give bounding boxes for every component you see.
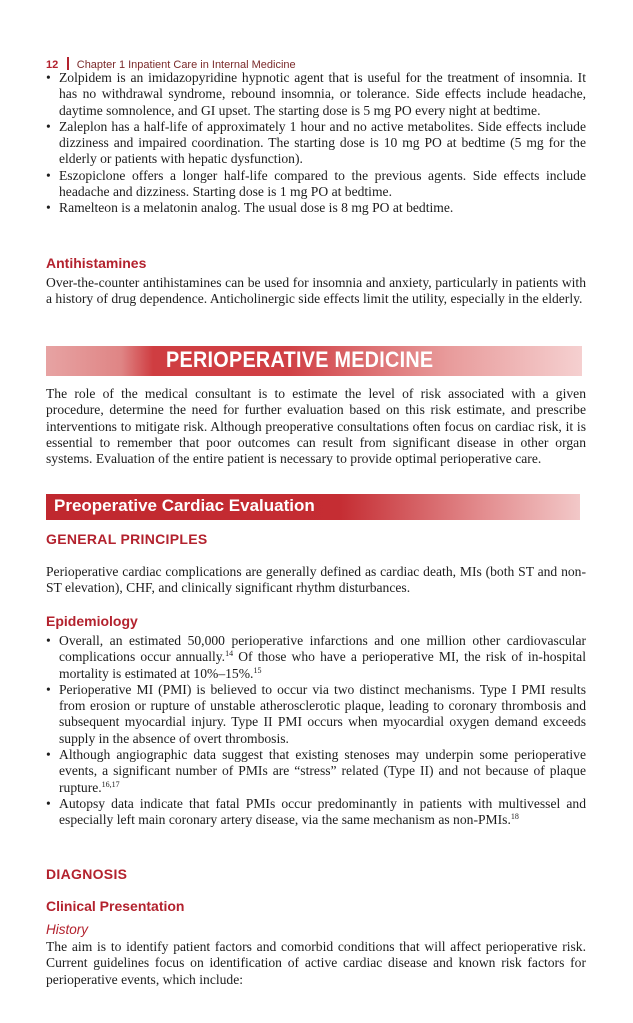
paragraph: Over-the-counter antihistamines can be used for insomnia and anxiety, particularly in patients with a history of drug dependence. Anticholinergic side effects limit the utility, especially in the elderly. bbox=[46, 275, 586, 307]
epidemiology-list bbox=[46, 633, 586, 829]
header-divider bbox=[67, 57, 69, 70]
list-item: • Although angiographic data suggest that existing stenoses may underpin some perioperative events, a significant number of PMIs are “stress” related (Type II) and not because of plaque rupture.$^{16,17}$ bbox=[46, 747, 586, 796]
running-header bbox=[46, 57, 296, 71]
list-item: • Perioperative MI (PMI) is believed to occur via two distinct mechanisms. Type I PMI results from erosion or rupture of unstable atherosclerotic plaque, leading to coronary thrombosis and subsequent myocardial injury. Type II PMI occurs when myocardial oxygen demand exceeds supply in the absence of overt thrombosis. bbox=[46, 682, 586, 747]
chapter-title: Chapter 1 Inpatient Care in Internal Medicine bbox=[76, 59, 296, 71]
history-heading: History bbox=[46, 922, 89, 937]
general-principles-paragraph bbox=[46, 564, 586, 597]
clinical-presentation-heading: Clinical Presentation bbox=[46, 898, 185, 914]
banner-title: PERIOPERATIVE MEDICINE bbox=[166, 347, 434, 372]
paragraph: The role of the medical consultant is to estimate the level of risk associated with a given procedure, determine the need for further evaluation based on this risk estimate, and prescribe interventions to mitigate risk. Although preoperative consultations often focus on cardiac risk, it is essential to remember that poor outcomes can result from significant disease in other organ systems. Evaluation of the entire patient is necessary to provide optimal perioperative care. bbox=[46, 386, 586, 467]
list-item: • Autopsy data indicate that fatal PMIs occur predominantly in patients with multivessel and especially left main coronary artery disease, via the same mechanism as non-PMIs.$^{18}$ bbox=[46, 796, 586, 829]
list-item: • Zolpidem is an imidazopyridine hypnotic agent that is useful for the treatment of insomnia. It has no withdrawal syndrome, rebound insomnia, or tolerance. Side effects include headache, daytime somnolence, and GI upset. The starting dose is 5 mg PO every night at bedtime. bbox=[46, 70, 586, 119]
diagnosis-heading: DIAGNOSIS bbox=[46, 866, 128, 882]
antihistamines-paragraph bbox=[46, 275, 586, 308]
section-banner bbox=[46, 346, 582, 376]
list-item: • Zaleplon has a half-life of approximately 1 hour and no active metabolites. Side effects include dizziness and impaired coordination. The starting dose is 10 mg PO at bedtime (5 mg for the elderly or patients with hepatic dysfunction). bbox=[46, 119, 586, 168]
list-item: • Overall, an estimated 50,000 perioperative infarctions and one million other cardiovascular complications occur annually.$^{14}$ Of those who have a perioperative MI, the risk of in-hospital mortality is estimated at 10%–15%.$^{15}$ bbox=[46, 633, 586, 682]
hypnotics-list bbox=[46, 70, 586, 217]
paragraph: Perioperative cardiac complications are generally defined as cardiac death, MIs (both ST and non-ST elevation), CHF, and clinically significant rhythm disturbances. bbox=[46, 564, 586, 596]
history-paragraph bbox=[46, 939, 586, 988]
general-principles-heading: GENERAL PRINCIPLES bbox=[46, 531, 208, 547]
antihistamines-heading: Antihistamines bbox=[46, 255, 147, 271]
perioperative-intro bbox=[46, 386, 586, 467]
epidemiology-heading: Epidemiology bbox=[46, 613, 138, 629]
list-item: • Eszopiclone offers a longer half-life compared to the previous agents. Side effects include headache and dizziness. Starting dose is 1 mg PO at bedtime. bbox=[46, 168, 586, 201]
section-title-bar bbox=[46, 494, 580, 520]
section-title: Preoperative Cardiac Evaluation bbox=[54, 496, 315, 515]
paragraph: The aim is to identify patient factors and comorbid conditions that will affect perioperative risk. Current guidelines focus on identification of active cardiac disease and known risk factors for perioperative events, which include: bbox=[46, 939, 586, 987]
page-number: 12 bbox=[46, 59, 59, 71]
list-item: • Ramelteon is a melatonin analog. The usual dose is 8 mg PO at bedtime. bbox=[46, 200, 586, 216]
